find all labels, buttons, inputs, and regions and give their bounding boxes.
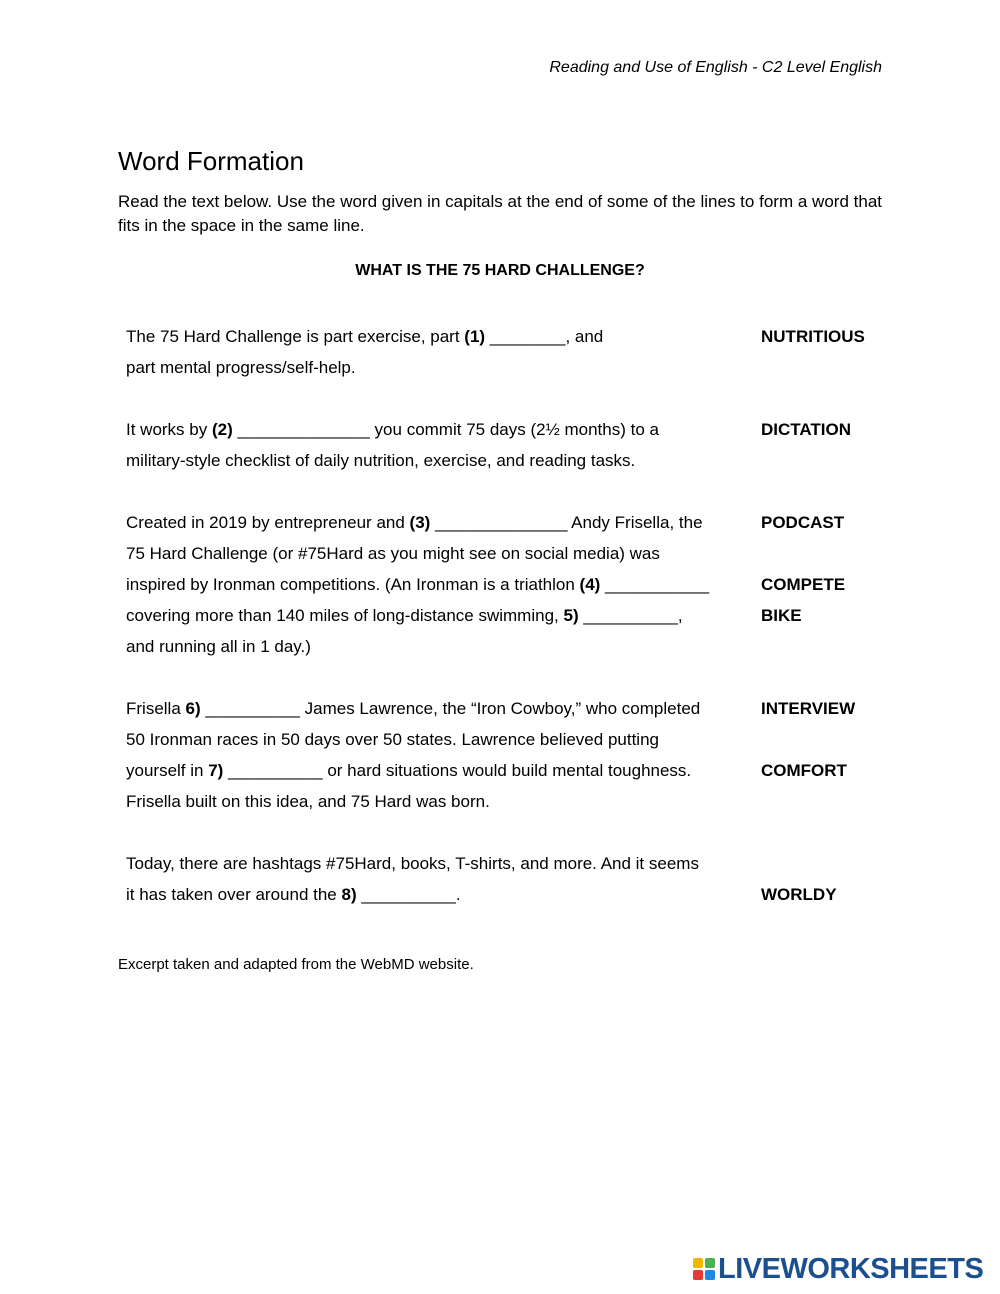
line-text (126, 848, 699, 879)
text-line (126, 321, 886, 352)
text-line (126, 569, 886, 600)
liveworksheets-logo-icon (693, 1258, 715, 1280)
gap-number: 5) (563, 606, 579, 625)
gap-number: (4) (579, 575, 601, 594)
line-text-pre: part mental progress/self-help. (126, 358, 356, 377)
text-line (126, 631, 886, 662)
line-text-pre: military-style checklist of daily nutrition, exercise, and reading tasks. (126, 451, 636, 470)
line-text (126, 538, 660, 569)
line-text-pre: Created in 2019 by entrepreneur and (126, 513, 410, 532)
stem-word: COMPETE (761, 575, 846, 594)
line-text (126, 600, 683, 631)
line-text (126, 445, 635, 476)
text-line (126, 414, 886, 445)
stem-word: WORLDY (761, 885, 837, 904)
stem-word: INTERVIEW (761, 699, 856, 718)
line-text-pre: The 75 Hard Challenge is part exercise, part (126, 327, 465, 346)
line-text (126, 321, 603, 352)
gap-number: 7) (208, 761, 224, 780)
liveworksheets-logo (693, 1254, 983, 1284)
line-text (126, 352, 356, 383)
line-text (126, 786, 490, 817)
text-line (126, 755, 886, 786)
line-text-pre: 75 Hard Challenge (or #75Hard as you might see on social media) was (126, 544, 660, 563)
text-line (126, 786, 886, 817)
gap-number: (3) (409, 513, 431, 532)
line-text (126, 507, 703, 538)
line-text-pre: Frisella (126, 699, 186, 718)
logo-text: LIVEWORKSHEETS (718, 1253, 984, 1285)
header-note: Reading and Use of English - C2 Level English (549, 59, 882, 76)
line-text (126, 569, 709, 600)
line-text-pre: it has taken over around the (126, 885, 342, 904)
line-text-pre: inspired by Ironman competitions. (An Ironman is a triathlon (126, 575, 580, 594)
gap-blank[interactable]: ________, and (485, 327, 604, 346)
gap-blank[interactable]: __________ James Lawrence, the “Iron Cowboy,” who completed (200, 699, 701, 718)
stem-word: BIKE (761, 606, 802, 625)
text-line (126, 445, 886, 476)
text-line (126, 600, 886, 631)
stem-word: DICTATION (761, 420, 852, 439)
line-text-pre: and running all in 1 day.) (126, 637, 311, 656)
instructions: Read the text below. Use the word given in capitals at the end of some of the lines to form a word that fits in the space in the same line. (118, 192, 882, 235)
text-line (126, 507, 886, 538)
source-note: Excerpt taken and adapted from the WebMD website. (118, 956, 474, 973)
line-text-pre: Today, there are hashtags #75Hard, books, T-shirts, and more. And it seems (126, 854, 699, 873)
gap-blank[interactable]: __________ or hard situations would build mental toughness. (223, 761, 692, 780)
text-line (126, 879, 886, 910)
gap-number: 6) (185, 699, 201, 718)
text-line (126, 538, 886, 569)
gap-blank[interactable]: ___________ (600, 575, 710, 594)
line-text-pre: Frisella built on this idea, and 75 Hard was born. (126, 792, 490, 811)
line-text-pre: 50 Ironman races in 50 days over 50 states. Lawrence believed putting (126, 730, 659, 749)
text-line (126, 693, 886, 724)
text-title: WHAT IS THE 75 HARD CHALLENGE? (355, 262, 645, 279)
line-text (126, 879, 461, 910)
gap-blank[interactable]: __________. (356, 885, 461, 904)
gap-number: (2) (211, 420, 233, 439)
gap-number: 8) (341, 885, 357, 904)
text-line (126, 352, 886, 383)
gap-blank[interactable]: ______________ you commit 75 days (2½ months) to a (232, 420, 659, 439)
text-line (126, 848, 886, 879)
gap-blank[interactable]: ______________ Andy Frisella, the (430, 513, 703, 532)
line-text (126, 755, 691, 786)
line-text-pre: covering more than 140 miles of long-distance swimming, (126, 606, 564, 625)
line-text (126, 693, 700, 724)
line-text-pre: yourself in (126, 761, 209, 780)
line-text (126, 414, 659, 445)
stem-word: NUTRITIOUS (761, 327, 865, 346)
stem-word: PODCAST (761, 513, 845, 532)
line-text (126, 724, 659, 755)
text-line (126, 724, 886, 755)
gap-number: (1) (464, 327, 486, 346)
line-text-pre: It works by (126, 420, 212, 439)
line-text (126, 631, 311, 662)
stem-word: COMFORT (761, 761, 847, 780)
page-title: Word Formation (118, 146, 304, 176)
gap-blank[interactable]: __________, (578, 606, 683, 625)
